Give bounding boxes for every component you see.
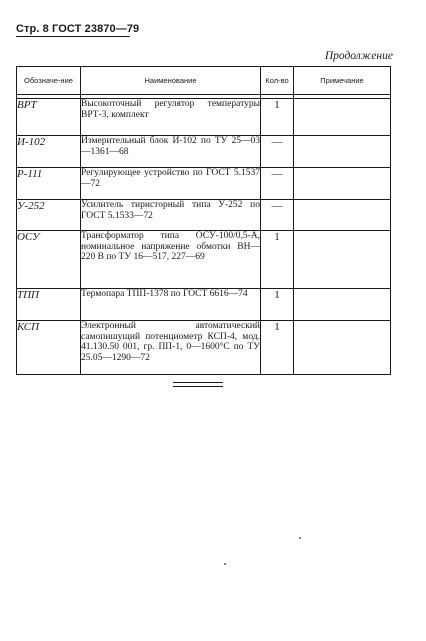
row-qty: 1: [261, 231, 294, 289]
row-note: [294, 200, 391, 231]
row-qty: —: [261, 168, 294, 200]
row-name: Высокоточный регулятор температуры ВРТ-3, комплект: [81, 99, 261, 136]
row-qty: —: [261, 200, 294, 231]
scan-speck: [299, 537, 301, 539]
row-note: [294, 231, 391, 289]
equipment-table: [16, 66, 391, 375]
scan-speck: [224, 563, 226, 565]
row-code: ОСУ: [17, 231, 81, 289]
row-note: [294, 99, 391, 136]
row-code: КСП: [17, 321, 81, 375]
row-name: Измерительный блок И-102 по ТУ 25—03—1361—68: [81, 136, 261, 168]
row-name: Трансформатор типа ОСУ-100/0,5-А, номинальное напряжение обмотки ВН—220 В по ТУ 16—517, 227—69: [81, 231, 261, 289]
row-qty: —: [261, 136, 294, 168]
table-header-row: [17, 67, 391, 95]
table-row: [17, 289, 391, 321]
page-header: Стр. 8 ГОСТ 23870—79: [16, 23, 140, 35]
row-code: Р-111: [17, 168, 81, 200]
row-code: У-252: [17, 200, 81, 231]
table-row: [17, 136, 391, 168]
table-row: [17, 200, 391, 231]
table-row: [17, 99, 391, 136]
row-note: [294, 321, 391, 375]
row-name: Электронный автоматический самопишущий потенциометр КСП-4, мод. 41.130.50 001, гр. ПП-1, 0—1600°С по ТУ 25.05—1290—72: [81, 321, 261, 375]
row-qty: 1: [261, 289, 294, 321]
table-row: [17, 321, 391, 375]
row-qty: 1: [261, 99, 294, 136]
row-note: [294, 168, 391, 200]
table-row: [17, 168, 391, 200]
row-code: ТПП: [17, 289, 81, 321]
row-name: Регулирующее устройство по ГОСТ 5.1537—72: [81, 168, 261, 200]
row-name: Термопара ТПП-1378 по ГОСТ 6616—74: [81, 289, 261, 321]
row-note: [294, 136, 391, 168]
table-row: [17, 231, 391, 289]
row-code: И-102: [17, 136, 81, 168]
continuation-label: Продолжение: [324, 50, 393, 62]
row-note: [294, 289, 391, 321]
column-header-quantity: Кол-во: [261, 67, 294, 95]
column-header-designation: Обозначе-ние: [17, 67, 81, 95]
column-header-note: Примечание: [294, 67, 391, 95]
row-code: ВРТ: [17, 99, 81, 136]
column-header-name: Наименование: [81, 67, 261, 95]
row-qty: 1: [261, 321, 294, 375]
end-of-table-rule: [173, 382, 223, 387]
row-name: Усилитель тиристорный типа У-252 по ГОСТ 5.1533—72: [81, 200, 261, 231]
